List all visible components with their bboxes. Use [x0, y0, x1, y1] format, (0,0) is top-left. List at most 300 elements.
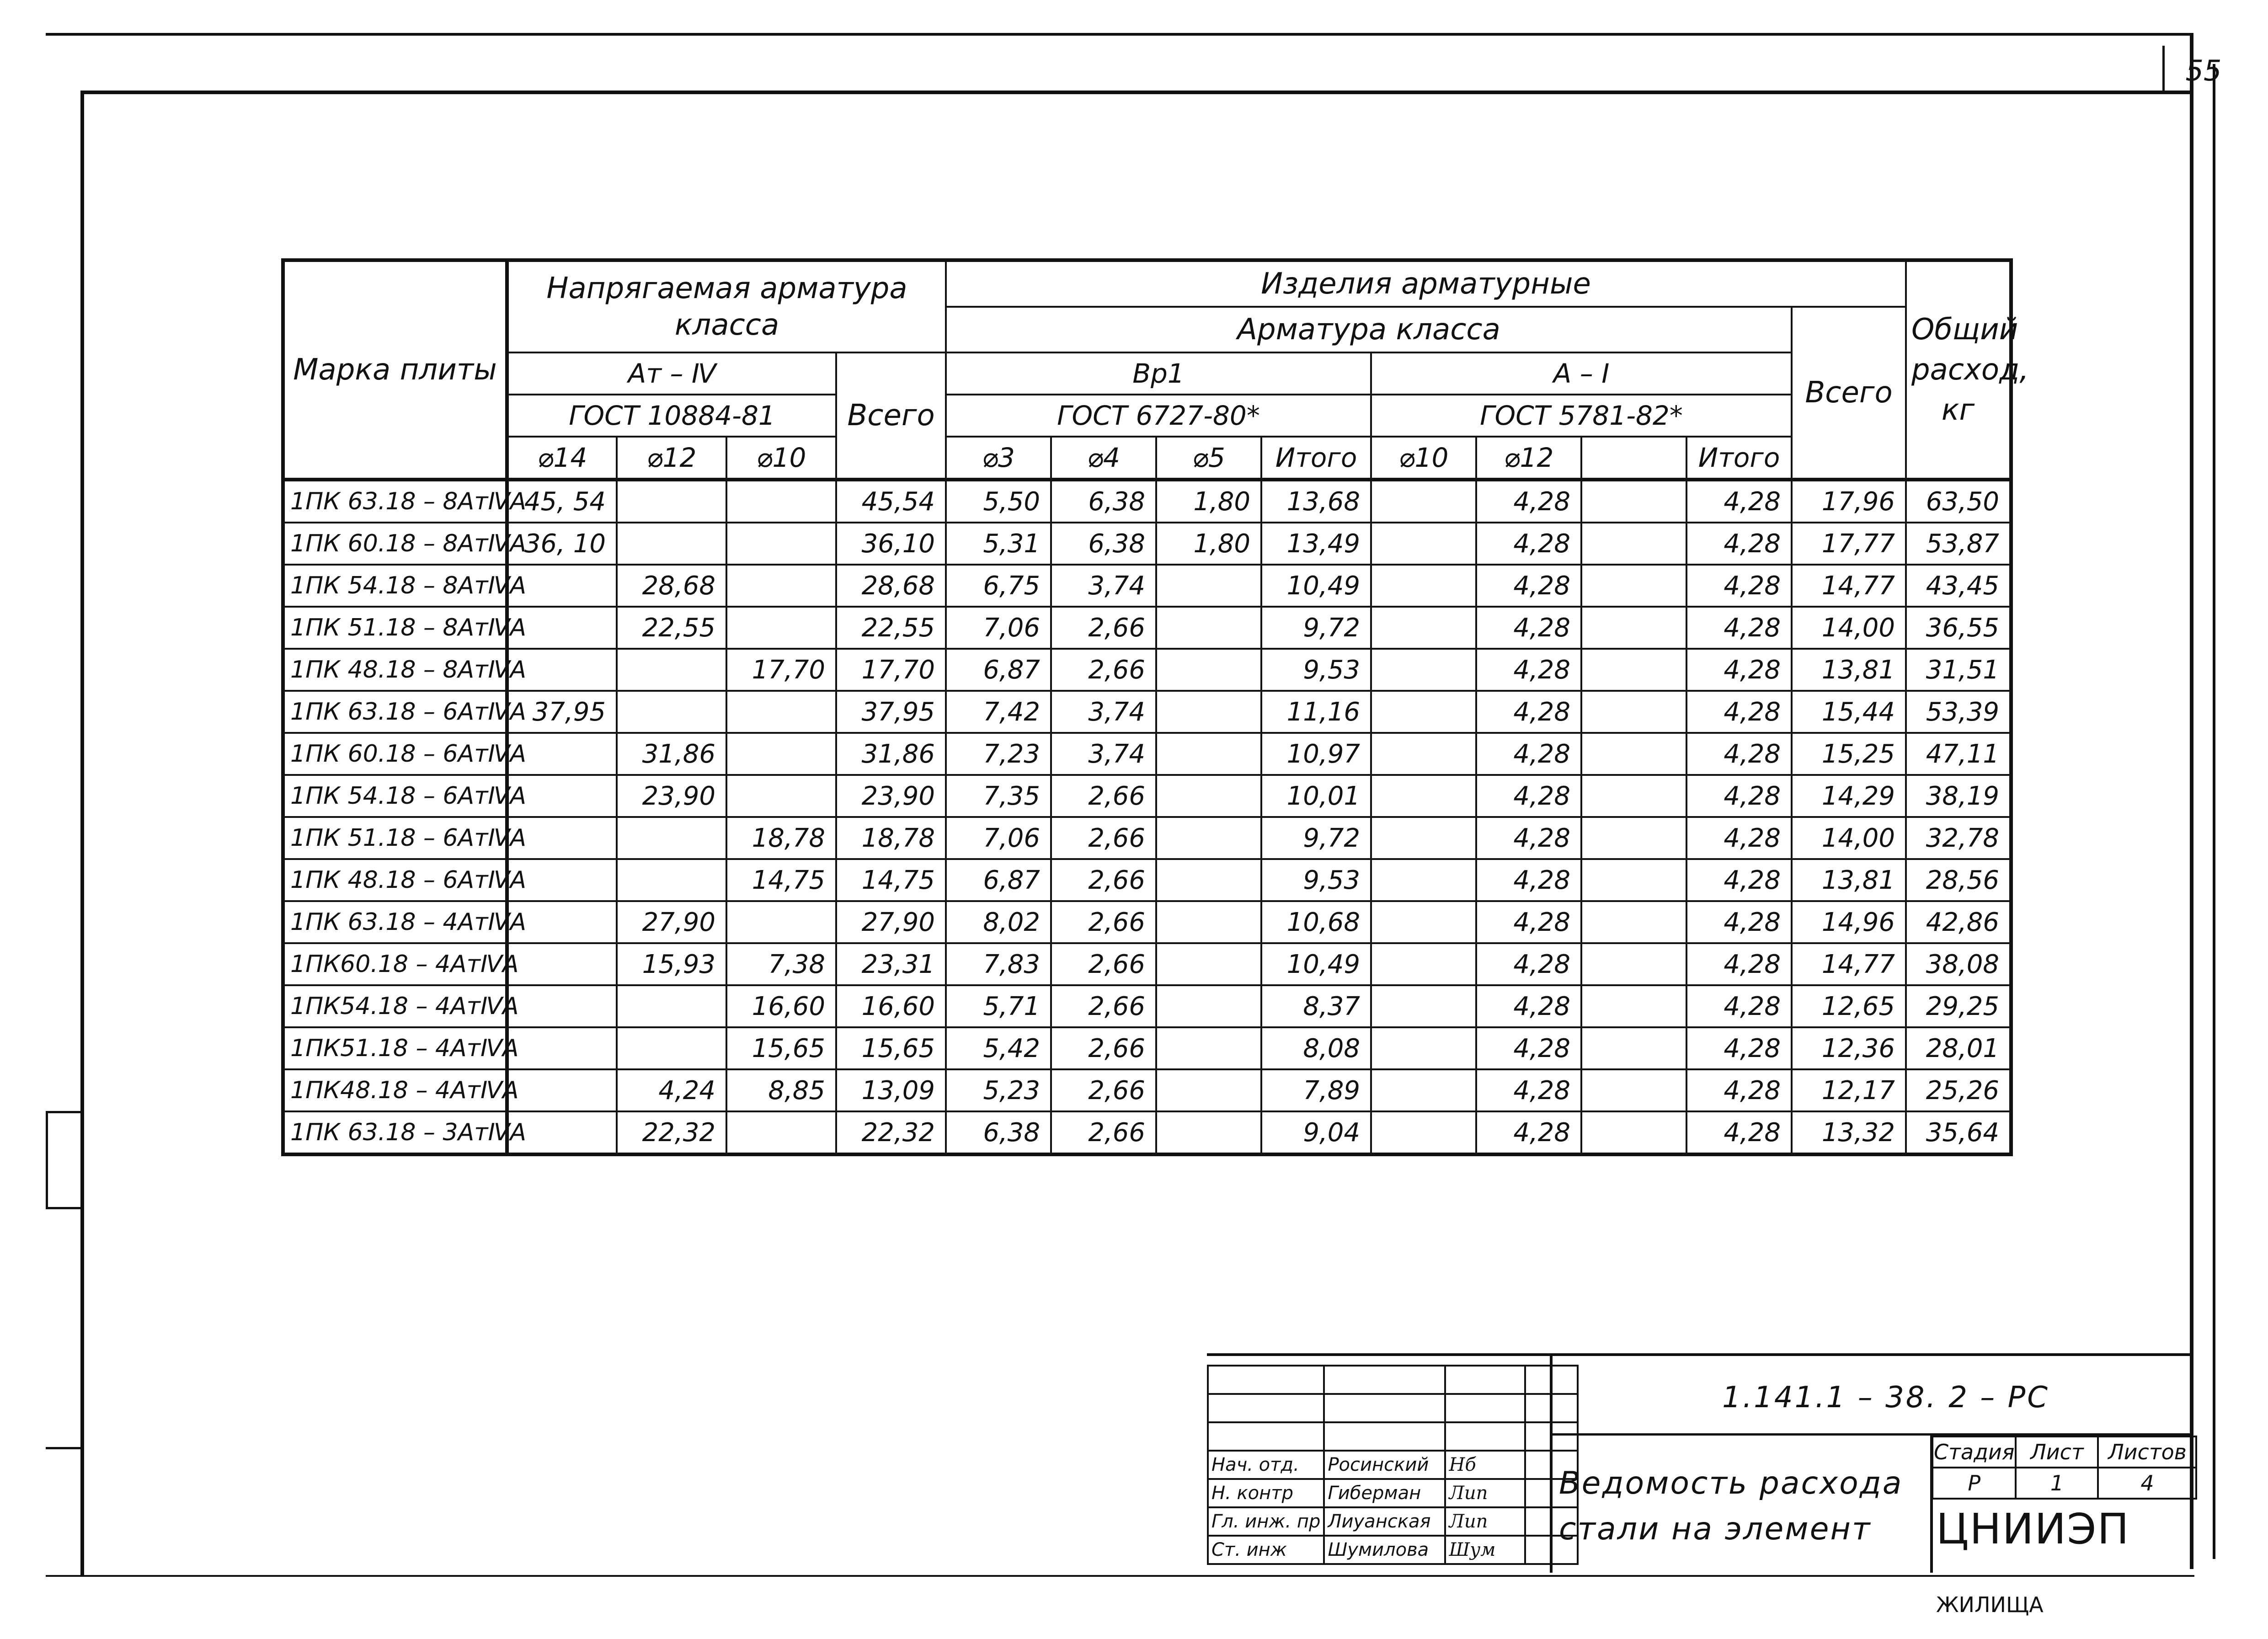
header-a1-diam-12: ⌀12 [1476, 437, 1581, 480]
table-cell: 4,28 [1476, 691, 1581, 733]
table-cell: 4,28 [1476, 565, 1581, 607]
table-cell: 36, 10 [507, 523, 617, 565]
table-cell: 2,66 [1051, 817, 1156, 859]
table-cell: 15,93 [617, 943, 726, 985]
table-cell [507, 985, 617, 1027]
inner-top-border-line [82, 91, 2190, 94]
sheet-value: 1 [2016, 1468, 2098, 1499]
table-cell: 4,28 [1476, 775, 1581, 817]
table-cell: 2,66 [1051, 859, 1156, 901]
row-mark-cell: 1ПК 63.18 – 6АтⅣА [283, 691, 507, 733]
table-cell: 27,90 [617, 901, 726, 943]
table-cell [1371, 649, 1476, 691]
table-cell: 4,28 [1686, 943, 1792, 985]
signature-grid [1207, 1365, 1579, 1565]
table-cell: 25,26 [1906, 1069, 2011, 1111]
sheets-label: Листов [2098, 1436, 2196, 1468]
signer-row [1208, 1536, 1578, 1564]
table-row [283, 523, 2011, 565]
table-cell [1581, 691, 1686, 733]
table-cell [617, 523, 726, 565]
table-row [283, 1069, 2011, 1111]
header-prestressed: Напрягаемая арматура класса [507, 260, 946, 352]
table-cell: 53,87 [1906, 523, 2011, 565]
table-cell: 14,29 [1792, 775, 1906, 817]
table-cell: 13,81 [1792, 649, 1906, 691]
blank-row [1208, 1366, 1578, 1394]
top-border-line [46, 33, 2190, 36]
table-cell [726, 523, 836, 565]
table-cell [1371, 901, 1476, 943]
table-cell [617, 859, 726, 901]
stage-value: Р [1932, 1468, 2016, 1499]
signer-name: Шумилова [1324, 1536, 1445, 1564]
table-cell: 7,42 [946, 691, 1051, 733]
sheets-value: 4 [2098, 1468, 2196, 1499]
table-cell: 43,45 [1906, 565, 2011, 607]
row-mark-cell: 1ПК 48.18 – 6АтⅣА [283, 859, 507, 901]
table-cell: 4,28 [1686, 1111, 1792, 1154]
table-cell: 5,23 [946, 1069, 1051, 1111]
blank-row [1208, 1422, 1578, 1451]
signer-row [1208, 1451, 1578, 1479]
header-diam-4: ⌀4 [1051, 437, 1156, 480]
table-cell: 32,78 [1906, 817, 2011, 859]
table-cell: 22,32 [617, 1111, 726, 1154]
table-cell: 35,64 [1906, 1111, 2011, 1154]
header-products: Изделия арматурные [946, 260, 1906, 307]
table-cell: 7,83 [946, 943, 1051, 985]
header-grand-total: Общий расход, кг [1906, 260, 2011, 480]
table-cell: 7,89 [1261, 1069, 1371, 1111]
table-cell: 4,28 [1476, 523, 1581, 565]
table-cell: 9,72 [1261, 817, 1371, 859]
table-cell: 4,24 [617, 1069, 726, 1111]
table-cell [617, 649, 726, 691]
table-row [283, 733, 2011, 775]
left-margin-tick-2 [46, 1207, 82, 1209]
title-block-top-line [1207, 1353, 2192, 1356]
table-cell: 28,68 [617, 565, 726, 607]
table-cell: 16,60 [726, 985, 836, 1027]
table-cell: 14,75 [836, 859, 946, 901]
signer-row [1208, 1479, 1578, 1507]
table-row [283, 480, 2011, 523]
table-cell [1581, 733, 1686, 775]
table-cell: 4,28 [1476, 480, 1581, 523]
table-cell [1371, 691, 1476, 733]
signer-signature: Лип [1445, 1507, 1525, 1536]
table-cell [1581, 817, 1686, 859]
table-cell: 1,80 [1156, 480, 1261, 523]
table-row [283, 943, 2011, 985]
table-cell: 14,00 [1792, 607, 1906, 649]
table-cell: 4,28 [1686, 1027, 1792, 1069]
table-row [283, 649, 2011, 691]
table-cell [1581, 943, 1686, 985]
table-cell [617, 817, 726, 859]
table-cell [1371, 480, 1476, 523]
row-mark-cell: 1ПК60.18 – 4АтⅣА [283, 943, 507, 985]
table-cell: 2,66 [1051, 1069, 1156, 1111]
table-cell [1371, 775, 1476, 817]
table-cell: 31,86 [617, 733, 726, 775]
signer-row [1208, 1507, 1578, 1536]
table-cell [1156, 817, 1261, 859]
header-prestressed-total: Всего [836, 352, 946, 480]
table-cell: 4,28 [1686, 901, 1792, 943]
header-bp1-subtotal: Итого [1261, 437, 1371, 480]
header-diam-3: ⌀3 [946, 437, 1051, 480]
table-cell: 4,28 [1686, 691, 1792, 733]
table-row [283, 817, 2011, 859]
table-cell: 4,28 [1686, 775, 1792, 817]
table-cell [726, 480, 836, 523]
sheet-number: 55 [2185, 54, 2222, 87]
table-cell: 31,51 [1906, 649, 2011, 691]
table-cell: 36,55 [1906, 607, 2011, 649]
table-cell: 17,77 [1792, 523, 1906, 565]
table-cell: 29,25 [1906, 985, 2011, 1027]
row-mark-cell: 1ПК 63.18 – 4АтⅣА [283, 901, 507, 943]
table-cell: 8,37 [1261, 985, 1371, 1027]
signer-role: Гл. инж. пр [1208, 1507, 1324, 1536]
table-cell: 6,38 [946, 1111, 1051, 1154]
bottom-border-line [46, 1575, 2194, 1577]
organization-main: ЦНИИЭП [1936, 1505, 2130, 1554]
table-cell: 4,28 [1476, 1069, 1581, 1111]
table-body [283, 480, 2011, 1154]
table-cell: 4,28 [1476, 859, 1581, 901]
signer-name: Гиберман [1324, 1479, 1445, 1507]
row-mark-cell: 1ПК 63.18 – 3АтⅣА [283, 1111, 507, 1154]
table-cell: 12,36 [1792, 1027, 1906, 1069]
header-diam-14: ⌀14 [507, 437, 617, 480]
table-cell [617, 1027, 726, 1069]
table-cell: 4,28 [1476, 1027, 1581, 1069]
table-cell: 6,75 [946, 565, 1051, 607]
table-cell: 4,28 [1686, 480, 1792, 523]
table-cell: 9,04 [1261, 1111, 1371, 1154]
table-row [283, 691, 2011, 733]
table-cell: 6,87 [946, 859, 1051, 901]
table-cell: 4,28 [1686, 859, 1792, 901]
table-cell: 8,85 [726, 1069, 836, 1111]
table-cell: 14,77 [1792, 943, 1906, 985]
document-title [1559, 1461, 1938, 1552]
table-cell: 38,08 [1906, 943, 2011, 985]
table-cell [1581, 607, 1686, 649]
table-cell [726, 733, 836, 775]
table-cell: 4,28 [1686, 649, 1792, 691]
row-mark-cell: 1ПК54.18 – 4АтⅣА [283, 985, 507, 1027]
row-mark-cell: 1ПК 48.18 – 8АтⅣА [283, 649, 507, 691]
table-cell: 23,90 [836, 775, 946, 817]
document-title-line-1: Ведомость расхода [1559, 1465, 1903, 1501]
right-border-line [2190, 33, 2193, 1569]
header-products-class: Арматура класса [946, 307, 1792, 352]
table-cell [1581, 523, 1686, 565]
table-cell: 15,65 [726, 1027, 836, 1069]
table-cell [1156, 901, 1261, 943]
table-cell: 2,66 [1051, 943, 1156, 985]
table-cell [1581, 859, 1686, 901]
table-cell: 4,28 [1476, 943, 1581, 985]
table-cell: 7,38 [726, 943, 836, 985]
stage-label: Стадия [1932, 1436, 2016, 1468]
signer-role: Ст. инж [1208, 1536, 1324, 1564]
table-cell: 38,19 [1906, 775, 2011, 817]
table-cell: 15,25 [1792, 733, 1906, 775]
table-cell [1581, 985, 1686, 1027]
table-cell: 17,96 [1792, 480, 1906, 523]
table-cell: 9,53 [1261, 649, 1371, 691]
table-cell [1581, 1111, 1686, 1154]
table-cell [726, 901, 836, 943]
organization-name [1932, 1495, 2199, 1617]
sheet-number-box-left [2162, 46, 2165, 91]
signer-name: Лиуанская [1324, 1507, 1445, 1536]
table-cell [1581, 901, 1686, 943]
table-cell [1371, 985, 1476, 1027]
table-cell: 4,28 [1686, 817, 1792, 859]
table-cell [1371, 607, 1476, 649]
row-mark-cell: 1ПК51.18 – 4АтⅣА [283, 1027, 507, 1069]
header-diam-5: ⌀5 [1156, 437, 1261, 480]
sheet-label: Лист [2016, 1436, 2098, 1468]
row-mark-cell: 1ПК 63.18 – 8АтⅣА [283, 480, 507, 523]
table-cell [507, 943, 617, 985]
table-cell: 4,28 [1686, 523, 1792, 565]
table-cell [507, 1027, 617, 1069]
left-margin-bar [46, 1111, 48, 1207]
table-cell: 23,31 [836, 943, 946, 985]
table-cell: 45,54 [836, 480, 946, 523]
row-mark-cell: 1ПК 60.18 – 8АтⅣА [283, 523, 507, 565]
stage-sheet-table [1932, 1436, 2197, 1500]
inner-left-border-line [80, 91, 84, 1576]
table-row [283, 859, 2011, 901]
table-cell [1371, 1069, 1476, 1111]
table-cell: 11,16 [1261, 691, 1371, 733]
table-cell: 2,66 [1051, 775, 1156, 817]
table-cell [1156, 943, 1261, 985]
table-cell: 2,66 [1051, 1111, 1156, 1154]
table-cell: 4,28 [1476, 733, 1581, 775]
header-a1-empty [1581, 437, 1686, 480]
table-cell [1156, 1027, 1261, 1069]
table-row [283, 901, 2011, 943]
table-cell [1371, 565, 1476, 607]
table-cell [1156, 649, 1261, 691]
table-row [283, 607, 2011, 649]
table-cell [1156, 1111, 1261, 1154]
signer-role: Нач. отд. [1208, 1451, 1324, 1479]
table-cell: 8,02 [946, 901, 1051, 943]
table-cell: 17,70 [726, 649, 836, 691]
table-cell: 10,68 [1261, 901, 1371, 943]
table-cell: 42,86 [1906, 901, 2011, 943]
signer-role: Н. контр [1208, 1479, 1324, 1507]
table-cell [726, 607, 836, 649]
row-mark-cell: 1ПК 60.18 – 6АтⅣА [283, 733, 507, 775]
table-cell [1371, 817, 1476, 859]
table-row [283, 565, 2011, 607]
table-cell: 17,70 [836, 649, 946, 691]
table-cell: 13,49 [1261, 523, 1371, 565]
table-cell [726, 565, 836, 607]
table-cell: 5,31 [946, 523, 1051, 565]
table-cell: 15,44 [1792, 691, 1906, 733]
table-cell: 28,56 [1906, 859, 2011, 901]
table-cell [726, 691, 836, 733]
document-code: 1.141.1 – 38. 2 – РС [1722, 1381, 2049, 1415]
table-row [283, 775, 2011, 817]
table-cell: 7,06 [946, 607, 1051, 649]
table-cell [1156, 1069, 1261, 1111]
table-cell: 3,74 [1051, 565, 1156, 607]
table-cell: 4,28 [1686, 565, 1792, 607]
table-cell: 2,66 [1051, 649, 1156, 691]
table-cell: 2,66 [1051, 1027, 1156, 1069]
table-cell: 28,68 [836, 565, 946, 607]
table-cell: 4,28 [1476, 1111, 1581, 1154]
table-cell: 28,01 [1906, 1027, 2011, 1069]
table-cell: 5,50 [946, 480, 1051, 523]
right-outer-border-line [2213, 64, 2215, 1559]
table-cell: 22,32 [836, 1111, 946, 1154]
table-cell: 22,55 [617, 607, 726, 649]
table-cell: 4,28 [1686, 985, 1792, 1027]
table-cell: 4,28 [1476, 817, 1581, 859]
table-cell: 5,42 [946, 1027, 1051, 1069]
table-cell: 4,28 [1686, 733, 1792, 775]
header-a1-diam-10: ⌀10 [1371, 437, 1476, 480]
table-cell: 12,65 [1792, 985, 1906, 1027]
table-cell: 13,09 [836, 1069, 946, 1111]
table-cell: 4,28 [1476, 985, 1581, 1027]
header-a1-subtotal: Итого [1686, 437, 1792, 480]
table-cell: 10,49 [1261, 565, 1371, 607]
header-bp1-gost: ГОСТ 6727-80* [946, 395, 1371, 437]
header-diam-12: ⌀12 [617, 437, 726, 480]
table-cell [1156, 985, 1261, 1027]
table-cell [617, 480, 726, 523]
table-cell [1581, 1069, 1686, 1111]
table-cell: 2,66 [1051, 607, 1156, 649]
header-a1-gost: ГОСТ 5781-82* [1371, 395, 1792, 437]
signer-signature: Лип [1445, 1479, 1525, 1507]
table-cell: 12,17 [1792, 1069, 1906, 1111]
table-cell: 16,60 [836, 985, 946, 1027]
signer-name: Росинский [1324, 1451, 1445, 1479]
table-cell: 13,32 [1792, 1111, 1906, 1154]
table-cell: 45, 54 [507, 480, 617, 523]
table-cell: 4,28 [1476, 649, 1581, 691]
row-mark-cell: 1ПК 54.18 – 8АтⅣА [283, 565, 507, 607]
row-mark-cell: 1ПК 54.18 – 6АтⅣА [283, 775, 507, 817]
table-cell [1371, 1111, 1476, 1154]
table-cell [1156, 733, 1261, 775]
header-mark: Марка плиты [283, 260, 507, 480]
table-cell: 7,06 [946, 817, 1051, 859]
blank-row [1208, 1394, 1578, 1422]
table-cell [1156, 859, 1261, 901]
table-cell: 63,50 [1906, 480, 2011, 523]
table-cell: 4,28 [1686, 607, 1792, 649]
table-cell: 22,55 [836, 607, 946, 649]
document-title-line-2: стали на элемент [1559, 1511, 1872, 1547]
table-cell [1156, 607, 1261, 649]
table-row [283, 985, 2011, 1027]
table-cell: 13,68 [1261, 480, 1371, 523]
table-cell: 18,78 [726, 817, 836, 859]
table-cell [617, 691, 726, 733]
table-cell: 15,65 [836, 1027, 946, 1069]
table-cell: 18,78 [836, 817, 946, 859]
table-cell [1371, 943, 1476, 985]
table-cell: 13,81 [1792, 859, 1906, 901]
table-cell: 1,80 [1156, 523, 1261, 565]
table-row [283, 1111, 2011, 1154]
table-cell [617, 985, 726, 1027]
table-cell: 14,77 [1792, 565, 1906, 607]
signer-signature: Шум [1445, 1536, 1525, 1564]
table-cell [1156, 775, 1261, 817]
table-cell: 3,74 [1051, 691, 1156, 733]
left-margin-tick-1 [46, 1111, 82, 1113]
table-cell [1156, 691, 1261, 733]
table-cell: 4,28 [1476, 607, 1581, 649]
row-mark-cell: 1ПК48.18 – 4АтⅣА [283, 1069, 507, 1111]
organization-sub: ЖИЛИЩА [1936, 1592, 2044, 1617]
table-cell [1581, 775, 1686, 817]
table-cell: 7,35 [946, 775, 1051, 817]
table-cell [1371, 859, 1476, 901]
steel-consumption-table [281, 258, 2029, 1156]
table-cell [1581, 565, 1686, 607]
table-cell: 10,97 [1261, 733, 1371, 775]
table-cell: 9,72 [1261, 607, 1371, 649]
table-cell [1581, 1027, 1686, 1069]
header-products-total: Всего [1792, 307, 1906, 480]
row-mark-cell: 1ПК 51.18 – 8АтⅣА [283, 607, 507, 649]
table-cell [1371, 1027, 1476, 1069]
table-cell: 37,95 [507, 691, 617, 733]
table-cell: 14,00 [1792, 817, 1906, 859]
table-cell: 23,90 [617, 775, 726, 817]
table-cell [1371, 733, 1476, 775]
table-cell: 4,28 [1476, 901, 1581, 943]
table-cell: 14,96 [1792, 901, 1906, 943]
table-cell [1156, 565, 1261, 607]
table-cell: 8,08 [1261, 1027, 1371, 1069]
table-cell: 37,95 [836, 691, 946, 733]
table-cell [726, 775, 836, 817]
table-cell: 9,53 [1261, 859, 1371, 901]
table-cell [507, 1069, 617, 1111]
header-a1: А – Ⅰ [1371, 352, 1792, 395]
table-cell [1371, 523, 1476, 565]
table-cell [1581, 480, 1686, 523]
table-cell: 2,66 [1051, 985, 1156, 1027]
table-cell: 31,86 [836, 733, 946, 775]
table-cell: 3,74 [1051, 733, 1156, 775]
table-cell: 36,10 [836, 523, 946, 565]
signer-signature: Нб [1445, 1451, 1525, 1479]
table-cell: 10,01 [1261, 775, 1371, 817]
header-bp1: Вр1 [946, 352, 1371, 395]
